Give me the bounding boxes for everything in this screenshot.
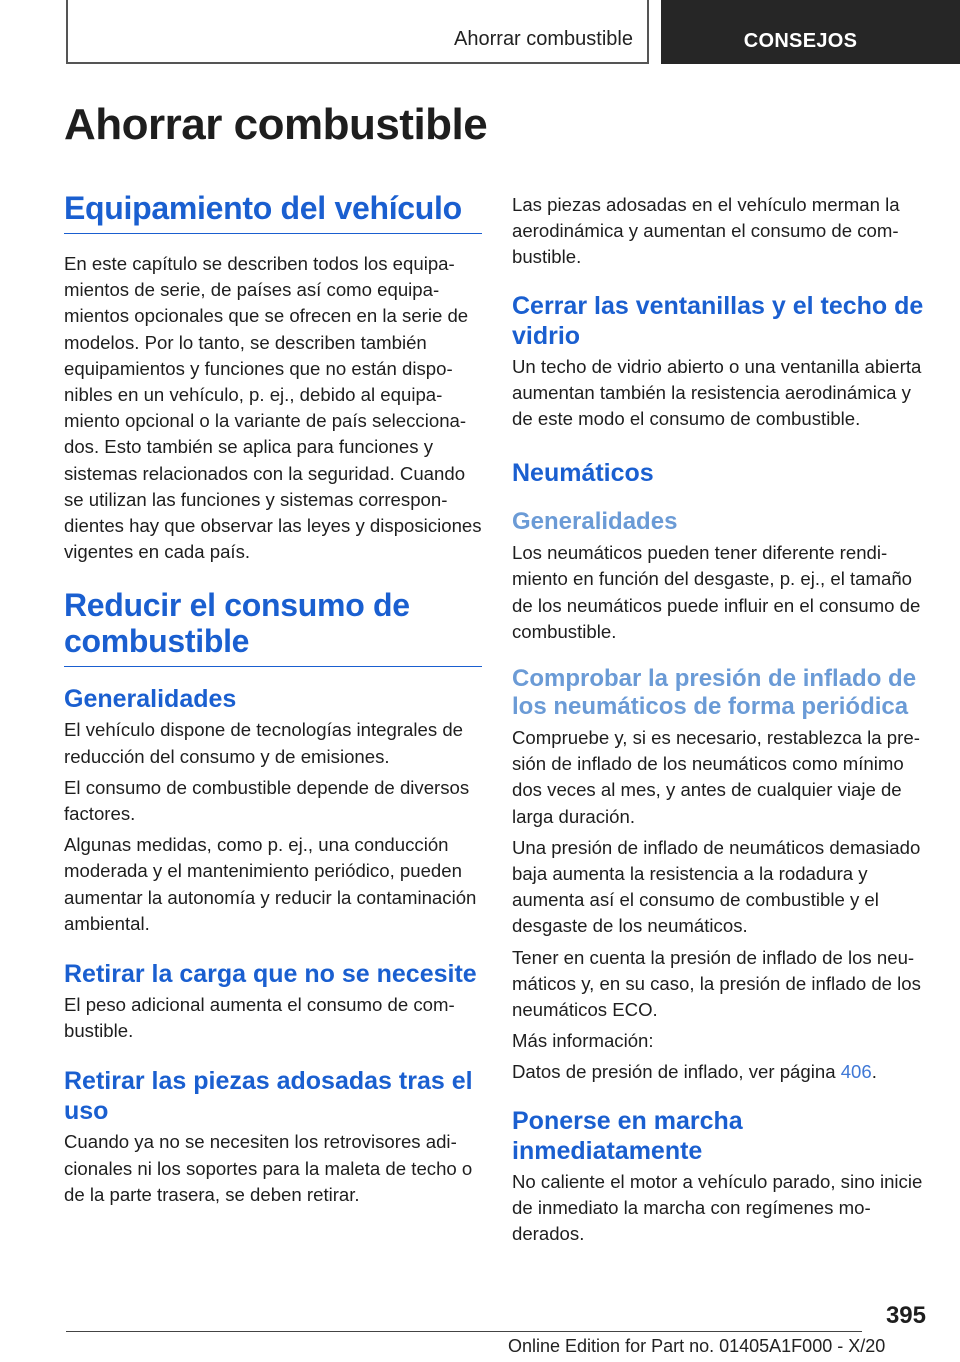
header-section-box <box>66 0 649 64</box>
section-equipment-title: Equipamiento del vehículo <box>64 190 482 234</box>
general-paragraph-2: El consumo de combustible depende de diversos factores. <box>64 776 470 825</box>
equipment-text: En este capítulo se describen todos los equipamientos de serie, de países así como equipamientos opcionales que se ofrecen en la serie de modelos. Por lo tanto, se describen también equipamientos y funciones que no están disponibles en un vehículo, p. ej., debido al equipamiento opcional o la variante de país seleccionados. Esto también se aplica para funciones y sistemas relacionados con la seguridad. Cuando se utilizan las funciones y sistemas correspondientes hay que observar las leyes y disposiciones vigentes en cada país. <box>64 253 482 563</box>
page-number: 395 <box>885 1302 926 1329</box>
tires-title: Neumáticos <box>512 459 654 488</box>
remove-parts-text: Cuando ya no se necesiten los retrovisores adicionales ni los soportes para la maleta de techo o de la parte trasera, se deben retirar. <box>64 1131 473 1205</box>
tires-general-text: Los neumáticos pueden tener diferente rendimiento en función del desgaste, p. ej., el tamaño de los neumáticos puede influir en el consumo de combustible. <box>512 542 921 642</box>
pressure-reference <box>512 1059 932 1085</box>
more-info-label: Más información: <box>512 1030 654 1052</box>
header-section-title: Ahorrar combustible <box>454 28 633 50</box>
tires-general-title: Generalidades <box>512 508 678 536</box>
remove-parts-title: Retirar las piezas adosadas tras el uso <box>64 1067 473 1126</box>
reference-text: Datos de presión de inflado, ver página <box>512 1061 841 1083</box>
drive-off-title: Ponerse en marcha inmediatamente <box>512 1106 743 1165</box>
remove-parts-continued: Las piezas adosadas en el vehículo merman la aerodinámica y aumentan el consumo de combustible. <box>512 194 900 268</box>
close-windows-text: Un techo de vidrio abierto o una ventanilla abierta aumentan también la resistencia aerodinámica y de este modo el consumo de combustible. <box>512 355 922 430</box>
section-reduce-consumption-title: Reducir el consumo de combustible <box>64 587 482 667</box>
page-reference-link[interactable]: 406 <box>840 1061 872 1083</box>
tire-pressure-paragraph-3: Tener en cuenta la presión de inflado de los neumáticos y, en su caso, la presión de inflado de los neumáticos ECO. <box>512 946 921 1021</box>
footer-divider <box>66 1331 862 1332</box>
remove-load-text: El peso adicional aumenta el consumo de combustible. <box>64 994 455 1042</box>
left-column <box>64 190 482 1213</box>
tire-pressure-title: Comprobar la presión de inflado de los neumáticos de forma periódica <box>512 665 917 721</box>
footer-edition-text: Online Edition for Part no. 01405A1F000 - X/20 <box>508 1336 886 1356</box>
general-paragraph-1: El vehículo dispone de tecnologías integrales de reducción del consumo y de emisiones. <box>64 719 464 767</box>
general-paragraph-3: Algunas medidas, como p. ej., una conducción moderada y el mantenimiento periódico, pueden aumentar la autonomía y reducir la contaminación ambiental. <box>64 834 477 934</box>
tire-pressure-paragraph-2: Una presión de inflado de neumáticos demasiado baja aumenta la resistencia a la rodadura y aumenta así el consumo de combustible y el desgaste de los neumáticos. <box>512 836 921 937</box>
header-chapter-label: CONSEJOS <box>743 30 858 52</box>
reference-end: . <box>871 1061 877 1083</box>
page-title: Ahorrar combustible <box>64 100 488 149</box>
right-column <box>512 192 932 1252</box>
general-title: Generalidades <box>64 685 237 714</box>
header-chapter-tab[interactable] <box>661 0 960 64</box>
remove-load-title: Retirar la carga que no se necesite <box>64 960 477 989</box>
drive-off-text: No caliente el motor a vehículo parado, sino inicie de inmediato la marcha con regímenes moderados. <box>512 1170 923 1245</box>
tire-pressure-paragraph-1: Compruebe y, si es necesario, restablezca la presión de inflado de los neumáticos como mínimo dos veces al mes, y antes de cualquier viaje de larga duración. <box>512 727 920 827</box>
close-windows-title: Cerrar las ventanillas y el techo de vidrio <box>512 291 924 350</box>
